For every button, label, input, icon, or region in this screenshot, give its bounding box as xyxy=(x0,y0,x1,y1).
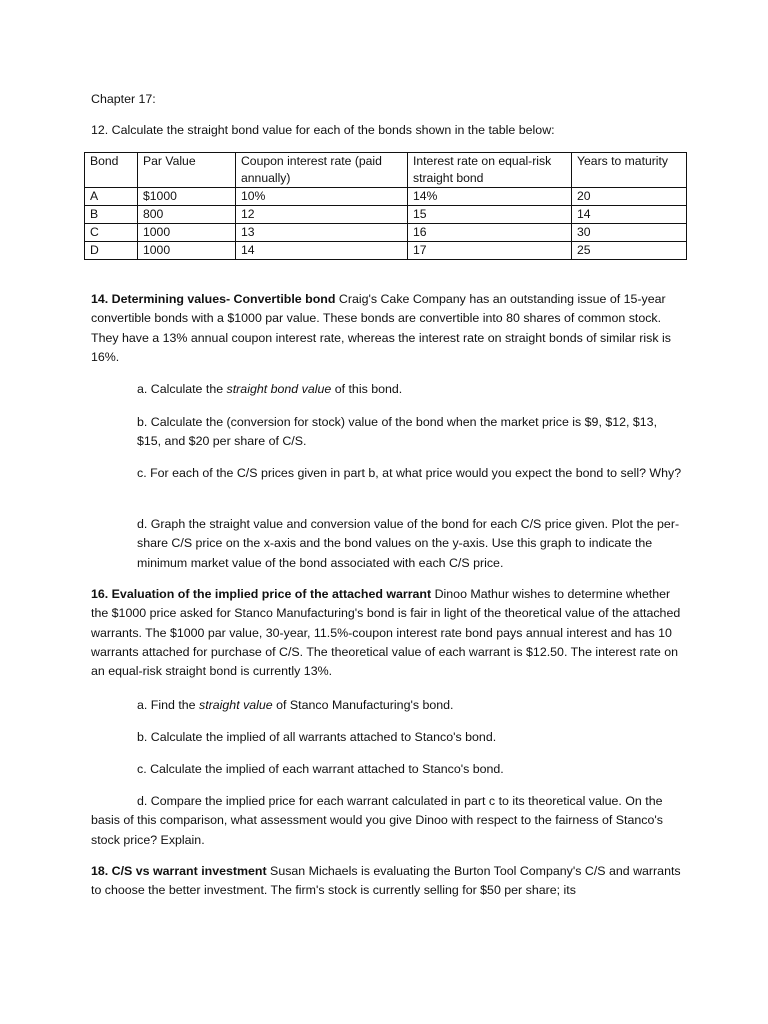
question-14-body: Craig's Cake Company has an outstanding issue of 15-year convertible bonds with a $1000 par value. These bonds are convertible into 80 shares of common stock. They have a 13% annual coupon interest rate, whereas the interest rate on straight bonds of similar risk is 16%. xyxy=(91,292,671,364)
table-row xyxy=(85,206,687,224)
table-row xyxy=(85,242,687,260)
question-14-part-c: c. For each of the C/S prices given in part b, at what price would you expect the bond to sell? Why? xyxy=(137,466,682,480)
table-cell: 25 xyxy=(572,242,687,260)
question-16-body: Dinoo Mathur wishes to determine whether the $1000 price asked for Stanco Manufacturing's bond is fair in light of the theoretical value of the attached warrants. The $1000 par value, 30-year, 11.5%-coupon interest rate bond pays annual interest and has 10 warrants attached for purchase of C/S. The theoretical value of each warrant is $12.50. The interest rate on an equal-risk straight bond is currently 13%. xyxy=(91,587,681,679)
table-cell: B xyxy=(85,206,138,224)
chapter-heading: Chapter 17: xyxy=(91,92,156,106)
table-cell: 13 xyxy=(236,224,408,242)
table-cell: $1000 xyxy=(138,188,236,206)
question-16-part-d: d. Compare the implied price for each warrant calculated in part c to its theoretical value. On the basis of this comparison, what assessment would you give Dinoo with respect to the fairness of Stanco's stock price? Explain. xyxy=(91,794,663,847)
table-cell: 800 xyxy=(138,206,236,224)
emphasis: straight value xyxy=(199,698,273,712)
question-16-title: 16. Evaluation of the implied price of the attached warrant xyxy=(91,587,432,601)
question-16-part-b: b. Calculate the implied of all warrants attached to Stanco's bond. xyxy=(137,730,497,744)
header-years-to-maturity: Years to maturity xyxy=(572,153,687,188)
table-cell: 17 xyxy=(408,242,572,260)
table-cell: 14 xyxy=(572,206,687,224)
bond-table xyxy=(84,152,687,260)
question-16-part-a: a. Find the straight value of Stanco Manufacturing's bond. xyxy=(137,698,454,712)
table-cell: 16 xyxy=(408,224,572,242)
question-14-title: 14. Determining values- Convertible bond xyxy=(91,292,336,306)
question-18-title: 18. C/S vs warrant investment xyxy=(91,864,267,878)
table-cell: 1000 xyxy=(138,242,236,260)
question-14 xyxy=(91,290,683,367)
table-cell: 10% xyxy=(236,188,408,206)
table-cell: 30 xyxy=(572,224,687,242)
header-bond: Bond xyxy=(85,153,138,188)
question-14-part-d: d. Graph the straight value and conversion value of the bond for each C/S price given. Plot the per-share C/S price on the x-axis and the bond values on the y-axis. Use this graph to indicate the minimum market value of the bond associated with each C/S price. xyxy=(137,517,680,570)
question-18 xyxy=(91,862,683,901)
question-18-body: Susan Michaels is evaluating the Burton Tool Company's C/S and warrants to choose the better investment. The firm's stock is currently selling for $50 per share; its xyxy=(91,864,681,898)
table-row xyxy=(85,224,687,242)
table-cell: 15 xyxy=(408,206,572,224)
header-coupon-rate: Coupon interest rate (paid annually) xyxy=(236,153,408,188)
question-14-part-b: b. Calculate the (conversion for stock) value of the bond when the market price is $9, $12, $13, $15, and $20 per share of C/S. xyxy=(137,415,658,449)
table-cell: C xyxy=(85,224,138,242)
question-16-part-c: c. Calculate the implied of each warrant attached to Stanco's bond. xyxy=(137,762,504,776)
header-par-value: Par Value xyxy=(138,153,236,188)
table-cell: 1000 xyxy=(138,224,236,242)
table-cell: 20 xyxy=(572,188,687,206)
emphasis: straight bond value xyxy=(226,382,332,396)
header-equal-risk-rate: Interest rate on equal-risk straight bond xyxy=(408,153,572,188)
table-header-row xyxy=(85,153,687,188)
question-14-part-a: a. Calculate the straight bond value of this bond. xyxy=(137,382,403,396)
question-12: 12. Calculate the straight bond value for each of the bonds shown in the table below: xyxy=(91,123,555,137)
question-16 xyxy=(91,585,683,681)
table-cell: 12 xyxy=(236,206,408,224)
table-row xyxy=(85,188,687,206)
table-cell: D xyxy=(85,242,138,260)
table-cell: 14% xyxy=(408,188,572,206)
table-cell: A xyxy=(85,188,138,206)
table-cell: 14 xyxy=(236,242,408,260)
